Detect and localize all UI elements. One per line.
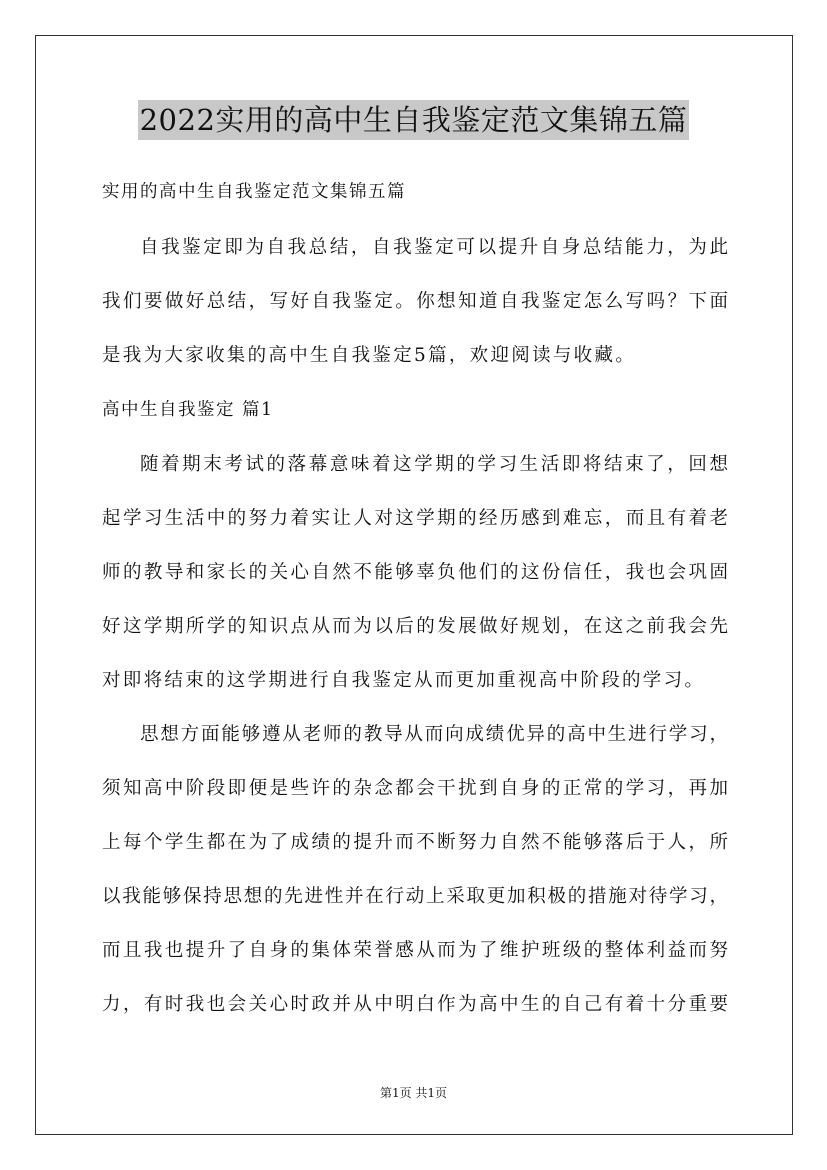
paragraph-line: 师的教导和家长的关心自然不能够辜负他们的这份信任，我也会巩固 [102, 562, 728, 583]
intro-line: 是我为大家收集的高中生自我鉴定5篇，欢迎阅读与收藏。 [102, 345, 637, 366]
intro-line: 自我鉴定即为自我总结，自我鉴定可以提升自身总结能力，为此 [140, 237, 728, 258]
paragraph-line: 随着期末考试的落幕意味着这学期的学习生活即将结束了，回想 [140, 454, 728, 475]
paragraph-line: 以我能够保持思想的先进性并在行动上采取更加积极的措施对待学习， [102, 886, 728, 907]
paragraph-line: 上每个学生都在为了成绩的提升而不断努力自然不能够落后于人，所 [102, 832, 728, 853]
paragraph-line: 好这学期所学的知识点从而为以后的发展做好规划，在这之前我会先 [102, 616, 728, 637]
intro-line: 我们要做好总结，写好自我鉴定。你想知道自我鉴定怎么写吗？下面 [102, 291, 728, 312]
section-heading: 高中生自我鉴定 篇1 [102, 400, 274, 420]
title-container [0, 100, 827, 140]
paragraph-line: 力，有时我也会关心时政并从中明白作为高中生的自己有着十分重要 [102, 994, 728, 1015]
paragraph-line: 而且我也提升了自身的集体荣誉感从而为了维护班级的整体利益而努 [102, 940, 728, 961]
paragraph-line: 对即将结束的这学期进行自我鉴定从而更加重视高中阶段的学习。 [102, 670, 706, 691]
document-subtitle: 实用的高中生自我鉴定范文集锦五篇 [102, 182, 406, 202]
paragraph-line: 起学习生活中的努力着实让人对这学期的经历感到难忘，而且有着老 [102, 508, 728, 529]
document-title: 2022实用的高中生自我鉴定范文集锦五篇 [138, 100, 690, 140]
page-footer: 第1页 共1页 [379, 1086, 448, 1100]
paragraph-line: 思想方面能够遵从老师的教导从而向成绩优异的高中生进行学习， [140, 724, 728, 745]
paragraph-line: 须知高中阶段即便是些许的杂念都会干扰到自身的正常的学习，再加 [102, 778, 728, 799]
